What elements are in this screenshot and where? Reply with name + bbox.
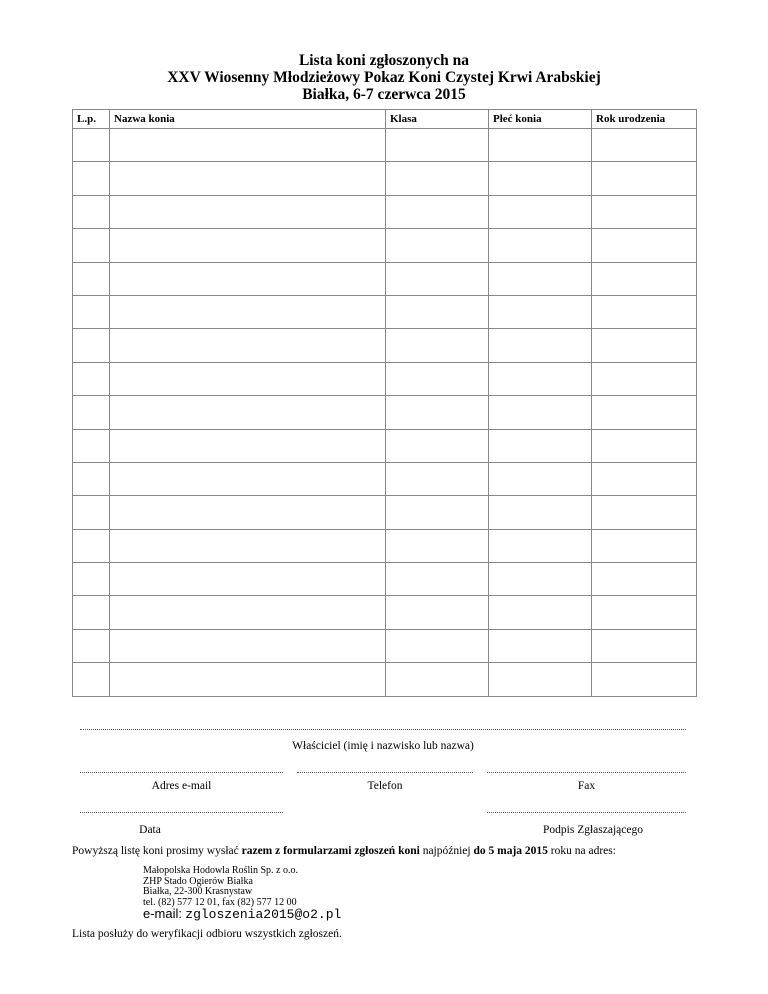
cell-class[interactable] xyxy=(386,162,489,195)
contact-email xyxy=(143,906,341,922)
table-row xyxy=(73,229,697,262)
cell-horse-name[interactable] xyxy=(110,195,386,228)
document-title xyxy=(0,52,768,103)
address-line-1: Małopolska Hodowla Roślin Sp. z o.o. xyxy=(143,865,298,876)
cell-horse-name[interactable] xyxy=(110,529,386,562)
cell-sex[interactable] xyxy=(489,496,592,529)
note-before: Powyższą listę koni prosimy wysłać xyxy=(72,845,242,857)
cell-sex[interactable] xyxy=(489,596,592,629)
cell-birth-year[interactable] xyxy=(592,462,697,495)
cell-sex[interactable] xyxy=(489,295,592,328)
cell-lp[interactable] xyxy=(73,462,110,495)
note-bold-forms: razem z formularzami zgłoszeń koni xyxy=(241,845,420,857)
signature-line[interactable] xyxy=(487,812,686,813)
table-row xyxy=(73,629,697,662)
cell-birth-year[interactable] xyxy=(592,396,697,429)
cell-birth-year[interactable] xyxy=(592,195,697,228)
cell-lp[interactable] xyxy=(73,329,110,362)
cell-horse-name[interactable] xyxy=(110,362,386,395)
cell-sex[interactable] xyxy=(489,663,592,696)
header-class: Klasa xyxy=(386,110,489,129)
cell-lp[interactable] xyxy=(73,162,110,195)
cell-class[interactable] xyxy=(386,496,489,529)
cell-class[interactable] xyxy=(386,629,489,662)
cell-lp[interactable] xyxy=(73,429,110,462)
title-line-1: Lista koni zgłoszonych na xyxy=(298,52,470,69)
cell-horse-name[interactable] xyxy=(110,262,386,295)
cell-sex[interactable] xyxy=(489,429,592,462)
address-line-2: ZHP Stado Ogierów Białka xyxy=(143,875,253,887)
date-label: Data xyxy=(139,824,161,836)
table-row xyxy=(73,396,697,429)
footer-note: Lista posłuży do weryfikacji odbioru wszystkich zgłoszeń. xyxy=(72,928,342,940)
cell-sex[interactable] xyxy=(489,362,592,395)
table-row xyxy=(73,329,697,362)
table-row xyxy=(73,663,697,696)
instruction-note xyxy=(72,845,616,857)
cell-sex[interactable] xyxy=(489,195,592,228)
note-middle: najpóźniej xyxy=(419,845,474,857)
table-row xyxy=(73,429,697,462)
cell-birth-year[interactable] xyxy=(592,629,697,662)
cell-lp[interactable] xyxy=(73,496,110,529)
cell-class[interactable] xyxy=(386,262,489,295)
table-row xyxy=(73,563,697,596)
cell-lp[interactable] xyxy=(73,629,110,662)
owner-label: Właściciel (imię i nazwisko lub nazwa) xyxy=(292,740,474,752)
cell-birth-year[interactable] xyxy=(592,262,697,295)
cell-birth-year[interactable] xyxy=(592,162,697,195)
horse-list-table xyxy=(72,109,697,697)
cell-lp[interactable] xyxy=(73,195,110,228)
cell-sex[interactable] xyxy=(489,329,592,362)
cell-class[interactable] xyxy=(386,362,489,395)
cell-lp[interactable] xyxy=(73,529,110,562)
cell-birth-year[interactable] xyxy=(592,362,697,395)
cell-sex[interactable] xyxy=(489,162,592,195)
cell-horse-name[interactable] xyxy=(110,663,386,696)
cell-lp[interactable] xyxy=(73,295,110,328)
cell-horse-name[interactable] xyxy=(110,329,386,362)
cell-class[interactable] xyxy=(386,529,489,562)
table-row xyxy=(73,129,697,162)
cell-sex[interactable] xyxy=(489,262,592,295)
cell-horse-name[interactable] xyxy=(110,229,386,262)
header-sex: Płeć konia xyxy=(489,110,592,129)
cell-birth-year[interactable] xyxy=(592,129,697,162)
phone-label: Telefon xyxy=(367,780,403,792)
cell-class[interactable] xyxy=(386,396,489,429)
cell-horse-name[interactable] xyxy=(110,295,386,328)
table-row xyxy=(73,362,697,395)
cell-birth-year[interactable] xyxy=(592,229,697,262)
address-line-4: tel. (82) 577 12 01, fax (82) 577 12 00 xyxy=(143,896,297,908)
table-header-row xyxy=(73,110,697,129)
header-birth-year: Rok urodzenia xyxy=(592,110,697,129)
cell-horse-name[interactable] xyxy=(110,396,386,429)
cell-sex[interactable] xyxy=(489,529,592,562)
cell-class[interactable] xyxy=(386,229,489,262)
table-body xyxy=(73,129,697,697)
cell-class[interactable] xyxy=(386,329,489,362)
cell-lp[interactable] xyxy=(73,596,110,629)
table-row xyxy=(73,262,697,295)
cell-class[interactable] xyxy=(386,295,489,328)
cell-sex[interactable] xyxy=(489,563,592,596)
cell-horse-name[interactable] xyxy=(110,429,386,462)
cell-horse-name[interactable] xyxy=(110,629,386,662)
cell-sex[interactable] xyxy=(489,229,592,262)
postal-address xyxy=(143,866,298,908)
cell-horse-name[interactable] xyxy=(110,496,386,529)
cell-horse-name[interactable] xyxy=(110,462,386,495)
title-line-2: XXV Wiosenny Młodzieżowy Pokaz Koni Czystej Krwi Arabskiej xyxy=(167,69,601,86)
cell-birth-year[interactable] xyxy=(592,663,697,696)
fax-label: Fax xyxy=(577,780,596,792)
cell-birth-year[interactable] xyxy=(592,329,697,362)
cell-horse-name[interactable] xyxy=(110,563,386,596)
cell-lp[interactable] xyxy=(73,563,110,596)
note-after: roku na adres: xyxy=(547,845,616,857)
note-bold-deadline: do 5 maja 2015 xyxy=(473,845,548,857)
cell-sex[interactable] xyxy=(489,462,592,495)
fax-line[interactable] xyxy=(487,772,686,773)
signature-label: Podpis Zgłaszającego xyxy=(543,824,643,836)
cell-lp[interactable] xyxy=(73,229,110,262)
email-label: Adres e-mail xyxy=(151,780,212,792)
cell-class[interactable] xyxy=(386,462,489,495)
cell-sex[interactable] xyxy=(489,629,592,662)
cell-class[interactable] xyxy=(386,596,489,629)
cell-lp[interactable] xyxy=(73,262,110,295)
email-address-link[interactable]: zgloszenia2015@o2.pl xyxy=(185,907,342,922)
table-row xyxy=(73,162,697,195)
cell-horse-name[interactable] xyxy=(110,162,386,195)
table-row xyxy=(73,596,697,629)
phone-line[interactable] xyxy=(297,772,473,773)
table-row xyxy=(73,462,697,495)
table-row xyxy=(73,496,697,529)
title-line-3: Białka, 6-7 czerwca 2015 xyxy=(302,86,466,103)
cell-birth-year[interactable] xyxy=(592,496,697,529)
table-row xyxy=(73,529,697,562)
cell-lp[interactable] xyxy=(73,362,110,395)
date-line[interactable] xyxy=(80,812,283,813)
cell-birth-year[interactable] xyxy=(592,596,697,629)
cell-lp[interactable] xyxy=(73,396,110,429)
cell-horse-name[interactable] xyxy=(110,596,386,629)
cell-lp[interactable] xyxy=(73,663,110,696)
owner-line[interactable] xyxy=(80,729,686,730)
cell-sex[interactable] xyxy=(489,129,592,162)
table-row xyxy=(73,195,697,228)
header-lp: L.p. xyxy=(73,110,110,129)
email-prefix: e-mail: xyxy=(143,906,183,921)
cell-birth-year[interactable] xyxy=(592,429,697,462)
address-line-3: Białka, 22-300 Krasnystaw xyxy=(143,886,253,897)
cell-horse-name[interactable] xyxy=(110,129,386,162)
cell-birth-year[interactable] xyxy=(592,529,697,562)
table-row xyxy=(73,295,697,328)
cell-birth-year[interactable] xyxy=(592,295,697,328)
cell-class[interactable] xyxy=(386,563,489,596)
cell-birth-year[interactable] xyxy=(592,563,697,596)
email-line[interactable] xyxy=(80,772,283,773)
header-horse-name: Nazwa konia xyxy=(110,110,386,129)
cell-class[interactable] xyxy=(386,663,489,696)
cell-lp[interactable] xyxy=(73,129,110,162)
cell-sex[interactable] xyxy=(489,396,592,429)
cell-class[interactable] xyxy=(386,429,489,462)
cell-class[interactable] xyxy=(386,129,489,162)
cell-class[interactable] xyxy=(386,195,489,228)
